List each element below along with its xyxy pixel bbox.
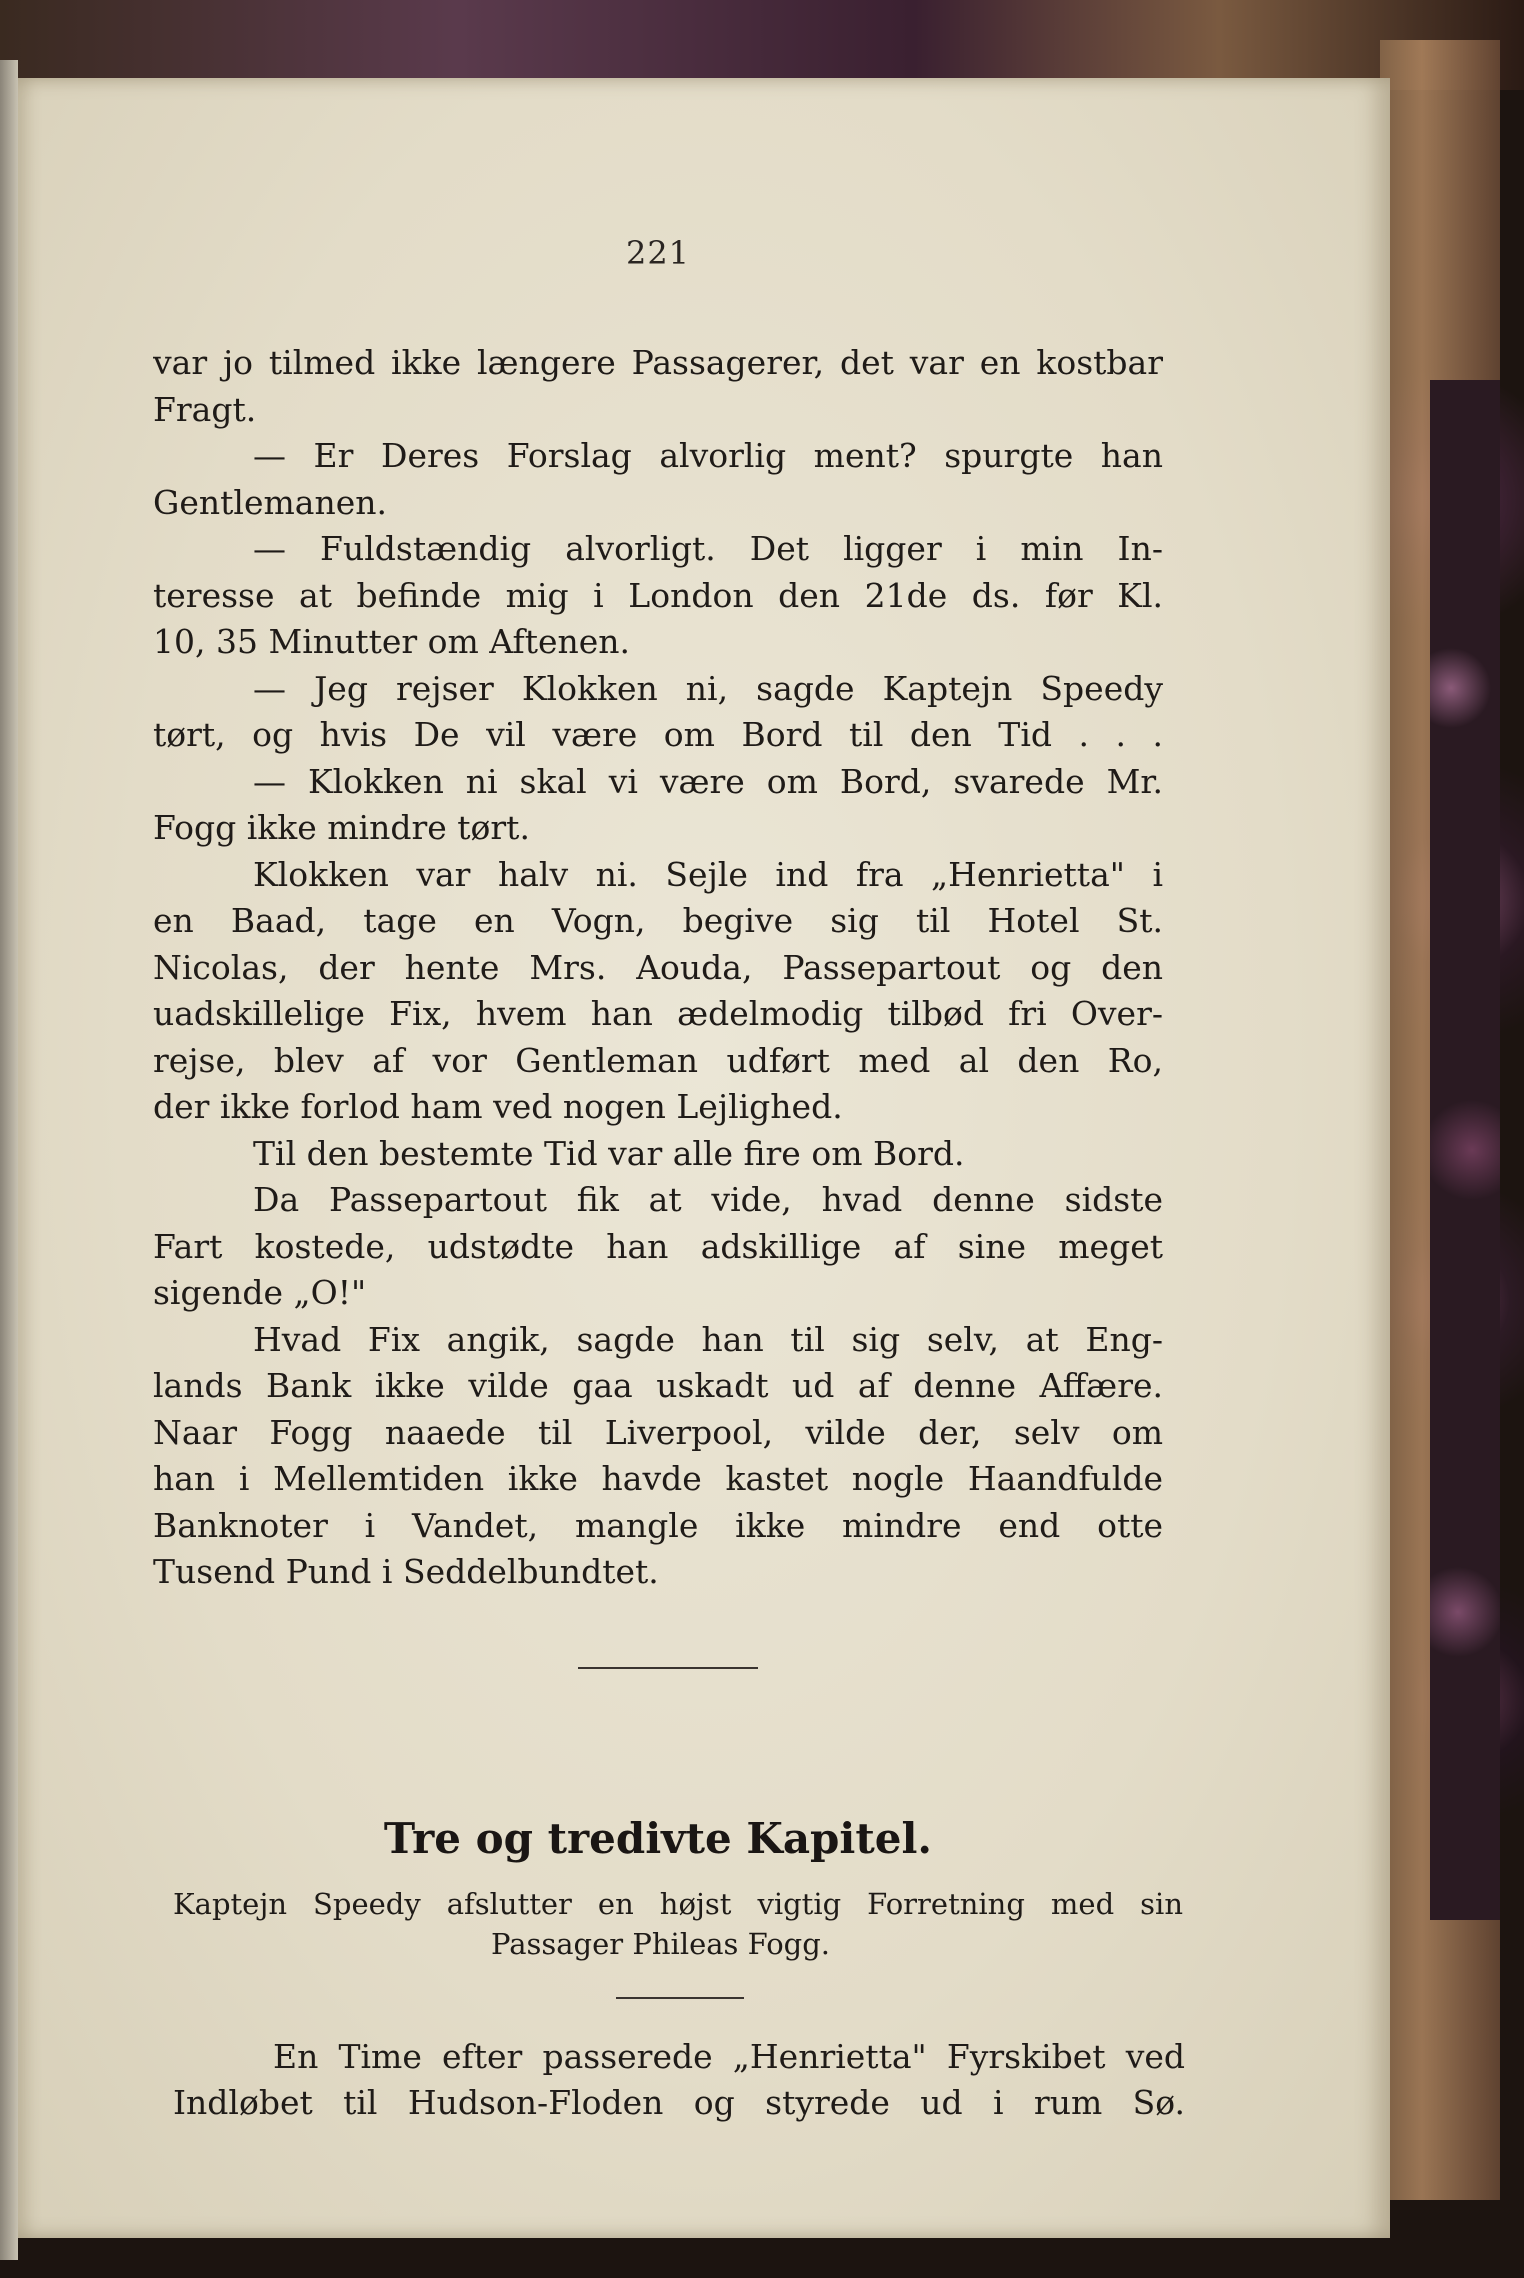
chapter-text — [173, 2034, 1185, 2126]
marbled-board — [1430, 380, 1500, 1920]
text-line: Fogg ikke mindre tørt. — [153, 808, 530, 847]
text-line: teresse at befinde mig i London den 21de ds. før Kl. — [153, 575, 1163, 615]
chapter-title: Tre og tredivte Kapitel. — [383, 1814, 933, 1863]
text-line: der ikke forlod ham ved nogen Lejlighed. — [153, 1087, 843, 1126]
subtitle-divider — [616, 1997, 744, 1999]
text-line: Klokken var halv ni. Sejle ind fra „Henrietta" i — [253, 854, 1163, 894]
text-line: — Fuldstændig alvorligt. Det ligger i min In- — [253, 529, 1163, 568]
text-line: — Klokken ni skal vi være om Bord, svarede Mr. — [253, 761, 1163, 801]
text-line: Tusend Pund i Seddelbundtet. — [153, 1552, 659, 1591]
text-line: En Time efter passerede „Henrietta" Fyrskibet ved — [273, 2037, 1185, 2076]
section-divider — [578, 1667, 758, 1669]
left-page-edge — [0, 60, 18, 2260]
text-line: han i Mellemtiden ikke havde kastet nogle Haandfulde — [153, 1459, 1163, 1498]
text-line: Indløbet til Hudson-Floden og styrede ud i rum Sø. — [173, 2083, 1185, 2122]
text-line: Hvad Fix angik, sagde han til sig selv, at Eng- — [253, 1319, 1163, 1359]
text-line: tørt, og hvis De vil være om Bord til den Tid . . . — [153, 715, 1163, 754]
text-line: — Jeg rejser Klokken ni, sagde Kaptejn Speedy — [253, 668, 1163, 708]
text-line: Da Passepartout fik at vide, hvad denne sidste — [253, 1180, 1163, 1219]
text-line: Naar Fogg naaede til Liverpool, vilde der, selv om — [153, 1412, 1163, 1452]
page-number: 221 — [625, 234, 691, 272]
text-line: en Baad, tage en Vogn, begive sig til Hotel St. — [153, 901, 1163, 940]
text-line: Gentlemanen. — [153, 482, 387, 522]
text-line: — Er Deres Forslag alvorlig ment? spurgte han — [253, 436, 1163, 475]
text-line: rejse, blev af vor Gentleman udført med al den Ro, — [153, 1040, 1163, 1080]
text-line: Nicolas, der hente Mrs. Aouda, Passepartout og den — [153, 947, 1163, 987]
body-text — [153, 340, 1163, 1596]
cover-top-edge — [0, 0, 1524, 90]
chapter-subtitle-line: Passager Phileas Fogg. — [491, 1927, 830, 1961]
text-line: Til den bestemte Tid var alle fire om Bord. — [253, 1133, 965, 1173]
text-line: sigende „O!" — [153, 1273, 367, 1312]
text-line: 10, 35 Minutter om Aftenen. — [153, 622, 631, 661]
text-line: uadskillelige Fix, hvem han ædelmodig tilbød fri Over- — [153, 994, 1163, 1033]
text-line: var jo tilmed ikke længere Passagerer, det var en kostbar — [153, 343, 1163, 382]
book-page — [18, 78, 1390, 2238]
text-line: Fart kostede, udstødte han adskillige af sine meget — [153, 1226, 1163, 1266]
text-line: lands Bank ikke vilde gaa uskadt ud af denne Affære. — [153, 1366, 1163, 1405]
text-line: Banknoter i Vandet, mangle ikke mindre end otte — [153, 1505, 1163, 1545]
text-line: Fragt. — [153, 389, 257, 429]
chapter-subtitle-line: Kaptejn Speedy afslutter en højst vigtig Forretning med sin — [173, 1887, 1183, 1921]
chapter-subtitle — [173, 1884, 1183, 1964]
